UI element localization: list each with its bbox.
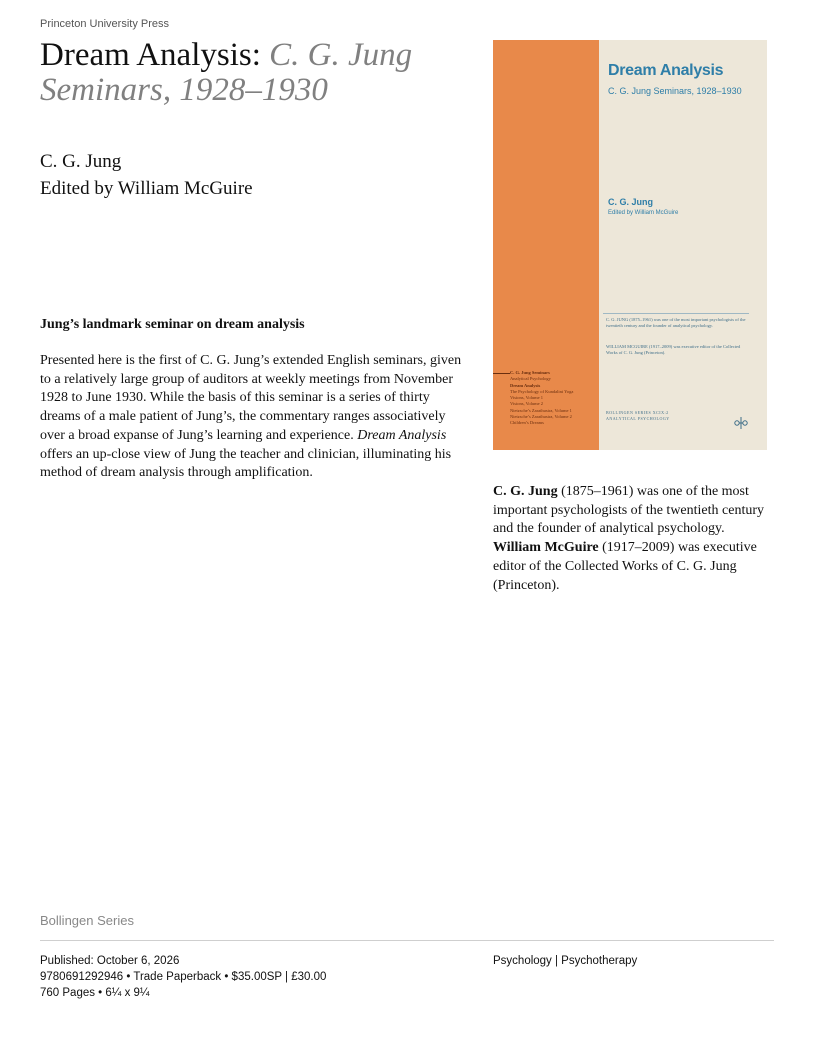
cover-series-line-1: BOLLINGEN SERIES XCIX:2 [606, 410, 669, 415]
cover-bio-mcguire: WILLIAM MCGUIRE (1917–2009) was executive editor of the Collected Works of C. G. Jung (Princeton). [606, 344, 741, 355]
isbn-format-price: 9780691292946 • Trade Paperback • $35.00SP | £30.00 [40, 971, 327, 983]
bio-name-mcguire: William McGuire [493, 540, 599, 556]
author-block [40, 148, 460, 202]
description-book-title: Dream Analysis [357, 427, 447, 443]
cover-title: Dream Analysis [608, 62, 724, 79]
cover-author: C. G. Jung [608, 197, 653, 207]
bio-name-jung: C. G. Jung [493, 484, 558, 499]
cover-seminar-item: Nietzsche’s Zarathustra, Volume 2 [510, 414, 572, 420]
cover-seminar-item: Visions, Volume 2 [510, 401, 543, 407]
series-name: Bollingen Series [40, 913, 134, 928]
editor-line: Edited by William McGuire [40, 178, 253, 199]
cover-subtitle: C. G. Jung Seminars, 1928–1930 [608, 86, 742, 96]
bio-text-mcguire: (1917–2009) was executive editor of the Collected Works of C. G. Jung (Princeton). [493, 540, 757, 593]
book-subtitle: C. G. Jung Seminars, 1928–1930 [40, 37, 413, 108]
publication-info [40, 953, 460, 1001]
cover-list-rule [493, 373, 510, 374]
cover-seminar-item: Visions, Volume 1 [510, 395, 543, 401]
cover-rule [603, 313, 749, 314]
author-name: C. G. Jung [40, 151, 122, 172]
publisher-name: Princeton University Press [40, 18, 169, 30]
description-text-1: Presented here is the first of C. G. Jung’s extended English seminars, given to a relatively large group of auditors at weekly meetings from November 1928 to June 1930. While the basis of this seminar is a series of thirty dreams of a male patient of Jung’s, the commentary ranges associatively over a broad expanse of Jung’s learning and experience. [40, 353, 462, 443]
cover-seminar-item: Dream Analysis [510, 382, 541, 388]
book-cover-image [493, 40, 767, 450]
book-description [40, 352, 470, 483]
subject-categories: Psychology | Psychotherapy [493, 955, 638, 967]
description-text-2: offers an up-close view of Jung the teacher and clinician, illuminating his method of dream analysis through amplification. [40, 446, 452, 481]
bollingen-emblem-icon [733, 415, 749, 431]
bio-text-jung: (1875–1961) was one of the most important psychologists of the twentieth century and the founder of analytical psychology. [493, 484, 765, 537]
pages-trim-size: 760 Pages • 6¼ x 9¼ [40, 987, 150, 999]
cover-seminar-item: Nietzsche’s Zarathustra, Volume 1 [510, 407, 572, 413]
cover-seminar-item: Analytical Psychology [510, 376, 551, 382]
publication-date: Published: October 6, 2026 [40, 955, 180, 967]
book-title [40, 38, 480, 108]
cover-seminar-item: Children’s Dreams [510, 420, 544, 426]
tagline: Jung’s landmark seminar on dream analysis [40, 317, 305, 332]
cover-series-line-2: ANALYTICAL PSYCHOLOGY [606, 416, 670, 421]
cover-bio-jung: C. G. JUNG (1875–1961) was one of the most important psychologists of the twentieth century and the founder of analytical psychology. [606, 317, 746, 328]
book-title-main: Dream Analysis: [40, 37, 261, 73]
cover-editor: Edited by William McGuire [608, 210, 679, 216]
cover-seminar-list [510, 370, 598, 427]
cover-seminar-list-head: C. G. Jung Seminars [510, 370, 550, 375]
footer-divider [40, 940, 774, 941]
cover-series [606, 410, 746, 422]
author-bio [493, 483, 773, 595]
cover-seminar-item: The Psychology of Kundalini Yoga [510, 388, 574, 394]
